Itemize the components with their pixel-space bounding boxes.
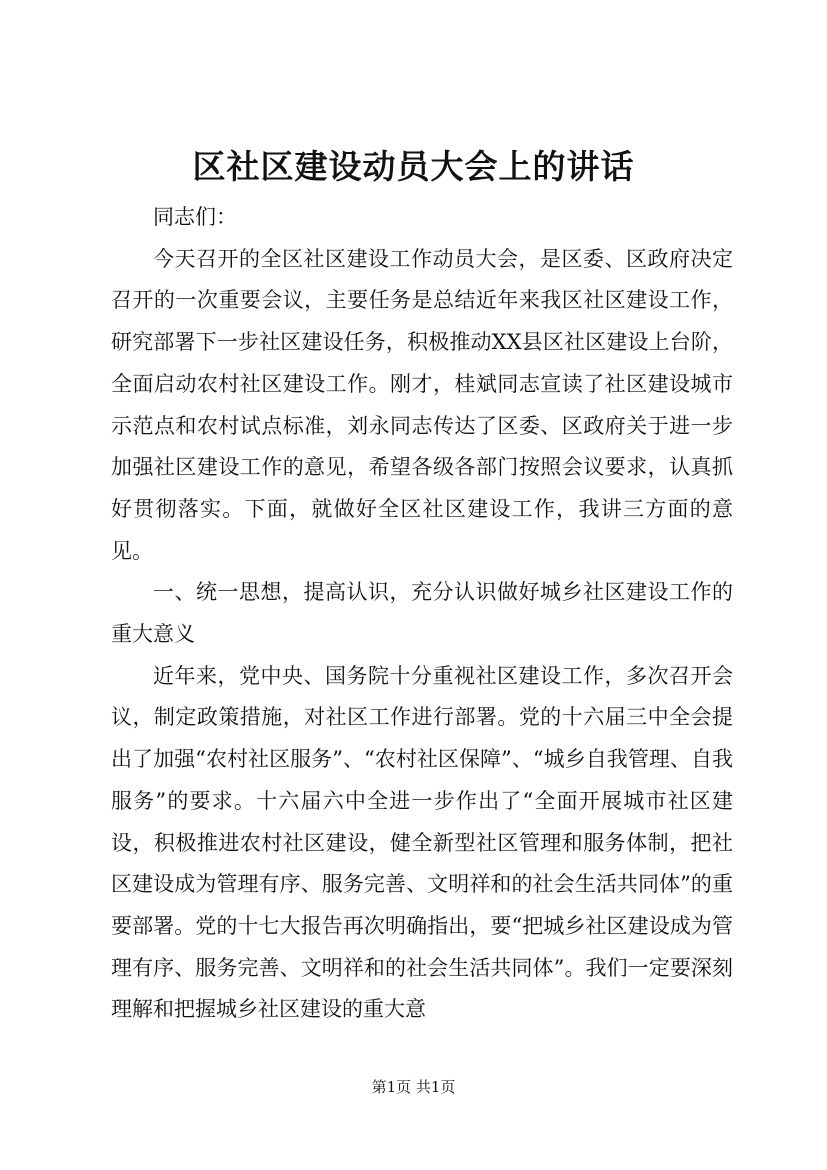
document-title: 区社区建设动员大会上的讲话 — [192, 147, 635, 186]
section-heading-1: 一、统一思想，提高认识，充分认识做好城乡社区建设工作的重大意义 — [111, 580, 733, 647]
page-footer: 第1页 共1页 — [371, 1078, 456, 1096]
opening-paragraph: 今天召开的全区社区建设工作动员大会，是区委、区政府决定召开的一次重要会议，主要任务是总结近年来我区社区建设工作，研究部署下一步社区建设任务，积极推动XX县区社区建设上台阶，全面启动农村社区建设工作。刚才，桂斌同志宣读了社区建设城市示范点和农村试点标准，刘永同志传达了区委、区政府关于进一步加强社区建设工作的意见，希望各级各部门按照会议要求，认真抓好贯彻落实。下面，就做好全区社区建设工作，我讲三方面的意见。 — [111, 246, 733, 563]
salutation-paragraph: 同志们： — [153, 205, 237, 229]
section-1-paragraph: 近年来，党中央、国务院十分重视社区建设工作，多次召开会议，制定政策措施，对社区工作进行部署。党的十六届三中全会提出了加强“农村社区服务”、“农村社区保障”、“城乡自我管理、自我服务”的要求。十六届六中全进一步作出了“全面开展城市社区建设，积极推进农村社区建设，健全新型社区管理和服务体制，把社区建设成为管理有序、服务完善、文明祥和的社会生活共同体”的重要部署。党的十七大报告再次明确指出，要“把城乡社区建设成为管理有序、服务完善、文明祥和的社会生活共同体”。我们一定要深刻理解和把握城乡社区建设的重大意 — [111, 663, 733, 1022]
document-body — [111, 197, 733, 1031]
